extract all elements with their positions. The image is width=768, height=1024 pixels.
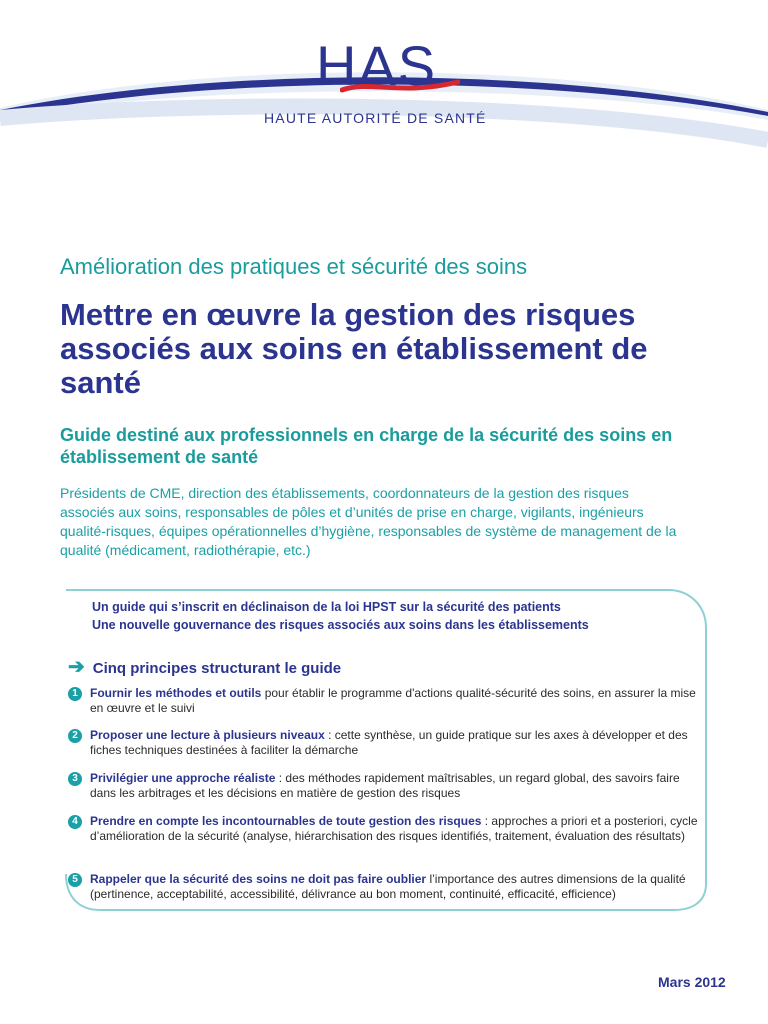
section-label: Amélioration des pratiques et sécurité des soins (60, 254, 528, 279)
publication-date: Mars 2012 (658, 974, 726, 990)
principles-heading: ➔ Cinq principes structurant le guide (68, 656, 342, 678)
has-logo: HAS (316, 34, 438, 97)
page-subtitle: Guide destiné aux professionnels en charge de la sécurité des soins en établissement de santé (60, 425, 673, 467)
intro-line-2: Une nouvelle gouvernance des risques associés aux soins dans les établissements (92, 618, 589, 632)
logo-subtitle: HAUTE AUTORITÉ DE SANTÉ (264, 110, 487, 126)
principle-item-3: 3 Privilégier une approche réaliste : des méthodes rapidement maîtrisables, un regard global, des savoirs faire dans les arbitrages et les décisions en matière de gestion des risques (68, 771, 708, 801)
page-title: Mettre en œuvre la gestion des risques associés aux soins en établissement de santé (60, 297, 648, 400)
principle-item-1: 1 Fournir les méthodes et outils pour établir le programme d'actions qualité-sécurité des soins, en assurer la mise en œuvre et le suivi (68, 686, 708, 716)
principle-item-5: 5 Rappeler que la sécurité des soins ne doit pas faire oublier l’importance des autres dimensions de la qualité (pertinence, acceptabilité, accessibilité, délivrance au bon moment, continuité, efficacité, efficience) (68, 872, 708, 902)
audience-text: Présidents de CME, direction des établissements, coordonnateurs de la gestion des risques associés aux soins, responsables de pôles et d’unités de prise en charge, vigilants, ingénieurs qualité-risques, équipes opérationnelles d’hygiène, responsables de système de management de la qualité (médicament, radiothérapie, etc.) (60, 485, 677, 558)
principle-item-2: 2 Proposer une lecture à plusieurs niveaux : cette synthèse, un guide pratique sur les axes à développer et des fiches techniques destinées à faciliter la démarche (68, 728, 708, 758)
box-intro (92, 598, 589, 634)
number-badge-1: 1 (68, 687, 82, 701)
number-badge-4: 4 (68, 815, 82, 829)
logo-swoosh-icon (340, 76, 460, 100)
intro-line-1: Un guide qui s’inscrit en déclinaison de la loi HPST sur la sécurité des patients (92, 600, 561, 614)
number-badge-3: 3 (68, 772, 82, 786)
number-badge-2: 2 (68, 729, 82, 743)
principle-item-4: 4 Prendre en compte les incontournables de toute gestion des risques : approches a priori et a posteriori, cycle d’amélioration de la sécurité (analyse, hiérarchisation des risques identifiés, traitement, évaluation des résultats) (68, 814, 708, 844)
arrow-right-icon: ➔ (68, 656, 85, 678)
number-badge-5: 5 (68, 873, 82, 887)
